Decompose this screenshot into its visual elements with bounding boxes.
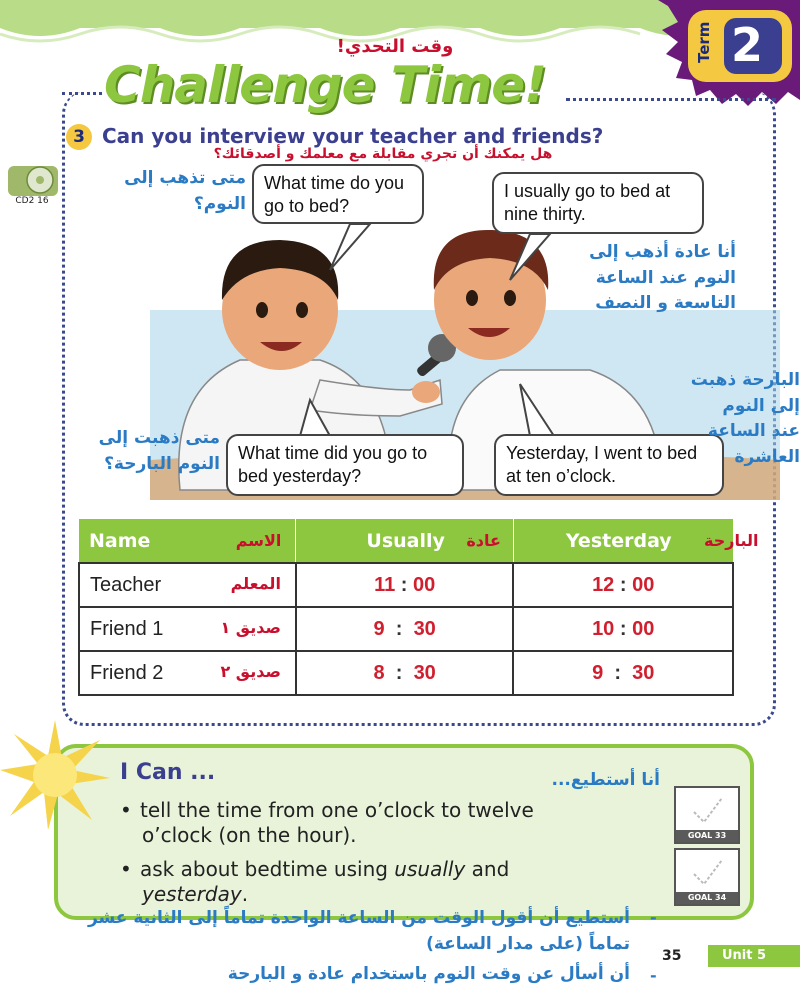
- dash-marker: -: [650, 966, 657, 985]
- goal-translation-1: أستطيع أن أقول الوقت من الساعة الواحدة تماماً إلى الثانية عشر تماماً (على مدار الساعة): [87, 908, 630, 954]
- usually-time-cell: 11 : 00: [296, 563, 514, 607]
- cd-track-label: CD2 16: [15, 196, 49, 206]
- i-can-title: I Can ...: [120, 760, 216, 785]
- goal-translation-2: أن أسأل عن وقت النوم باستخدام عادة و البارحة: [227, 964, 630, 984]
- frame-top-left: [62, 92, 102, 95]
- term-number: 2: [730, 18, 763, 72]
- column-header-yesterday: Yesterday البارحة: [513, 519, 733, 563]
- table-row: [79, 651, 733, 695]
- table-row: [79, 607, 733, 651]
- check-icon: [676, 850, 738, 894]
- translation-answer-yesterday: البارحة ذهبت إلى النوم عند الساعة العاشرة: [690, 370, 800, 467]
- star-burst-icon: [0, 720, 110, 830]
- check-icon: [676, 788, 738, 832]
- speech-bubble-answer-usually: I usually go to bed at nine thirty.: [492, 172, 704, 234]
- table-row: [79, 563, 733, 607]
- term-label: Term: [695, 21, 713, 63]
- translation-answer-usually: أنا عادة أذهب إلى النوم عند الساعة التاسعة و النصف: [589, 242, 736, 313]
- name-cell: Friend 1 صديق ١: [79, 607, 296, 651]
- goal-33-checkbox[interactable]: GOAL 33: [674, 786, 740, 844]
- yesterday-time-cell: 9 : 30: [513, 651, 733, 695]
- unit-tab: Unit 5: [708, 945, 800, 967]
- goal-34-checkbox[interactable]: GOAL 34: [674, 848, 740, 906]
- question-number: 3: [66, 124, 92, 150]
- translation-question-yesterday: متى ذهبت إلى النوم البارحة؟: [98, 428, 220, 474]
- speech-bubble-question-usually: What time do you go to bed?: [252, 164, 424, 224]
- name-cell: Friend 2 صديق ٢: [79, 651, 296, 695]
- column-header-name: Name الاسم: [79, 519, 296, 563]
- page-title: Challenge Time!: [104, 56, 546, 114]
- table-header-row: [79, 519, 733, 563]
- frame-top-right: [566, 98, 776, 101]
- goal-item-bedtime: • ask about bedtime using usually and yesterday.: [120, 857, 510, 906]
- name-cell: Teacher المعلم: [79, 563, 296, 607]
- speech-bubble-question-yesterday: What time did you go to bed yesterday?: [226, 434, 464, 496]
- column-header-usually: Usually عادة: [296, 519, 514, 563]
- question-text-content: Can you interview your teacher and friends?: [102, 124, 604, 148]
- title-arabic: وقت التحدي!: [336, 36, 454, 57]
- usually-time-cell: 8 : 30: [296, 651, 514, 695]
- translation-question-usually: متى تذهب إلى النوم؟: [124, 168, 246, 214]
- dash-marker: -: [650, 908, 657, 927]
- yesterday-time-cell: 10 : 00: [513, 607, 733, 651]
- question-text: [78, 124, 638, 148]
- page-number: 35: [662, 948, 682, 964]
- speech-bubble-answer-yesterday: Yesterday, I went to bed at ten o’clock.: [494, 434, 724, 496]
- yesterday-time-cell: 12 : 00: [513, 563, 733, 607]
- question-arabic: هل يمكنك أن تجري مقابلة مع معلمك و أصدقائك؟: [213, 146, 553, 162]
- goal-item-tell-time: • tell the time from one o’clock to twelve o’clock (on the hour).: [120, 798, 534, 847]
- usually-time-cell: 9 : 30: [296, 607, 514, 651]
- i-can-title-arabic: أنا أستطيع...: [551, 770, 660, 790]
- bedtime-table: [78, 519, 759, 696]
